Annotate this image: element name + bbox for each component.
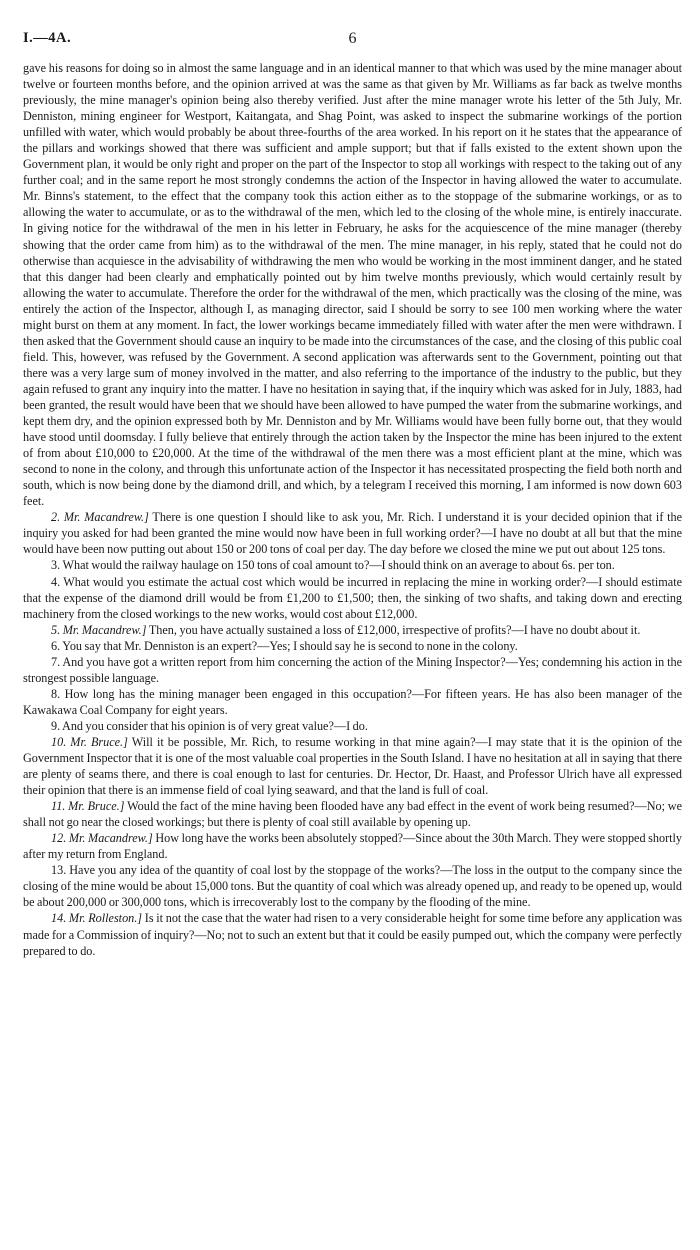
question-14	[23, 910, 682, 958]
question-10	[23, 734, 682, 798]
document-body	[23, 60, 682, 959]
speaker-label: 5. Mr. Macandrew.]	[51, 622, 147, 637]
page-number: 6	[348, 30, 357, 47]
question-3	[23, 557, 682, 573]
page-header	[23, 30, 682, 52]
document-reference: I.—4A.	[23, 30, 72, 46]
question-9	[23, 718, 682, 734]
speaker-label: 11. Mr. Bruce.]	[51, 799, 125, 814]
question-11	[23, 798, 682, 830]
question-6	[23, 638, 682, 654]
paragraph-text: How long have the works been absolutely stopped?—Since about the 30th March. They were stopped shortly after my return from England.	[23, 831, 683, 862]
paragraph-text: 8. How long has the mining manager been engaged in this occupation?—For fifteen years. He has also been manager of the Kawakawa Coal Company for eight years.	[23, 686, 682, 717]
question-2	[23, 509, 682, 557]
paragraph-text: Then, you have actually sustained a loss of £12,000, irrespective of profits?—I have no doubt about it.	[148, 622, 641, 637]
question-7	[23, 654, 682, 686]
paragraph-text: 3. What would the railway haulage on 150 tons of coal amount to?—I should think on an average to about 6s. per ton.	[51, 558, 615, 573]
paragraph-text: 13. Have you any idea of the quantity of coal lost by the stoppage of the works?—The loss in the output to the company since the closing of the mine would be about 15,000 tons. But the quantity of coal which was already opened up, and ready to be opened up, would be about 200,000 or 300,000 tons, which is irrecoverably lost to the company by the flooding of the mine.	[23, 863, 682, 910]
paragraph-continuation	[23, 60, 682, 509]
paragraph-text: 7. And you have got a written report from him concerning the action of the Mining Inspector?—Yes; condemning his action in the strongest possible language.	[23, 654, 682, 685]
speaker-label: 2. Mr. Macandrew.]	[51, 510, 149, 525]
paragraph-text: 4. What would you estimate the actual cost which would be incurred in replacing the mine in working order?—I should estimate that the expense of the diamond drill would be from £1,200 to £1,500; then, the sinking of two shafts, and taking down and erecting machinery from the closed workings to the new works, would cost about £12,000.	[23, 574, 682, 621]
paragraph-text: Will it be possible, Mr. Rich, to resume working in that mine again?—I may state that it is the opinion of the Government Inspector that it is one of the most valuable coal properties in the South Island. I have no hesitation at all in saying that there are plenty of seams there, and there is coal enough to last for centuries. Dr. Hector, Dr. Haast, and Professor Ulrich have all expressed their opinion that there is an immense field of coal lying seaward, and that the land is full of coal.	[23, 734, 683, 798]
paragraph-text: 9. And you consider that his opinion is of very great value?—I do.	[51, 718, 368, 733]
paragraph-text: gave his reasons for doing so in almost the same language and in an identical manner to that which was used by the mine manager about twelve or fourteen months before, and the opinion arrived at was the same as that given by Mr. Williams as far back as twelve months previously, the mine manager's opinion being also thereby verified. Just after the mine manager wrote his letter of the 5th July, Mr. Denniston, mining engineer for Westport, Kaitangata, and Shag Point, was asked to inspect the submarine workings of the portion unfilled with water, which would probably be about three-fourths of the area worked. In his report on it he states that the appearance of the pillars and workings showed that there was sufficient and ample support; but that if falls existed to the extent shown upon the Government plan, it would be only right and proper on the part of the Inspector to stop all workings with respect to the taking out of any further coal; and in the same report he most strongly condemns the action of the Inspector in having allowed the water to accumulate. Mr. Binns's statement, to the effect that the company took this action either as to the stoppage of the submarine workings, or as to allowing the water to accumulate, or as to the withdrawal of the men, which led to the closing of the whole mine, is entirely inaccurate. In giving notice for the withdrawal of the men in his letter in February, he asks for the acquiescence of the mine manager (thereby showing that the order came from him) as to the withdrawal of the men. The mine manager, in his reply, stated that he could not do otherwise than acquiesce in the advisability of withdrawing the men who would be working in the most imminent danger, and he stated that this danger had been clearly and emphatically pointed out by him twelve months previously, which would certainly result by allowing the water to accumulate. Therefore the order for the withdrawal of the men, which practically was the closing of the mine, was entirely the action of the Inspector, although I, as managing director, said I should be sorry to see 100 men working where the water might burst on them at any moment. In fact, the lower workings became immediately filled with water after the men were withdrawn. I then asked that the Government should cause an inquiry to be made into the circumstances of the case, and the closing of this public coal field. This, however, was refused by the Government. A second application was afterwards sent to the Government, pointing out that there was a very large sum of money involved in the matter, and also referring to the importance of the industry to the public, but they again refused to grant any inquiry into the matter. I have no hesitation in saying that, if the inquiry which was asked for in July, 1883, had been granted, the result would have been that we should have been allowed to have pumped the water from the submarine workings, and kept them dry, and the opinion expressed both by Mr. Denniston and by Mr. Williams would have been fully borne out, that they would have stood until doomsday. I fully believe that entirely through the action taken by the Inspector the mine has been injured to the extent of from about £10,000 to £20,000. At the time of the withdrawal of the men there was a most efficient plant at the mine, which was second to none in the colony, and through this unfortunate action of the Inspector it has necessitated prospecting the field both north and south, which is now being done by the diamond drill, and which, by a telegram I received this morning, I am informed is now down 603 feet.	[23, 61, 682, 509]
speaker-label: 14. Mr. Rolleston.]	[51, 911, 143, 926]
question-13	[23, 862, 682, 910]
speaker-label: 10. Mr. Bruce.]	[51, 734, 128, 749]
paragraph-text: Would the fact of the mine having been flooded have any bad effect in the event of work being resumed?—No; we shall not go near the closed workings; but there is plenty of coal still available by opening up.	[23, 799, 683, 830]
question-4	[23, 574, 682, 622]
paragraph-text: 6. You say that Mr. Denniston is an expert?—Yes; I should say he is second to none in the colony.	[51, 638, 518, 653]
speaker-label: 12. Mr. Macandrew.]	[51, 831, 153, 846]
paragraph-text: There is one question I should like to ask you, Mr. Rich. I understand it is your decided opinion that if the inquiry you asked for had been granted the mine would now have been in full working order?—I have no doubt at all but that the mine would have been now putting out about 150 or 200 tons of coal per day. The day before we closed the mine we put out about 125 tons.	[23, 510, 682, 557]
question-5	[23, 622, 682, 638]
paragraph-text: Is it not the case that the water had risen to a very considerable height for some time before any application was made for a Commission of inquiry?—No; not to such an extent but that it could be easily pumped out, which the company were perfectly prepared to do.	[23, 911, 683, 958]
question-8	[23, 686, 682, 718]
question-12	[23, 830, 682, 862]
